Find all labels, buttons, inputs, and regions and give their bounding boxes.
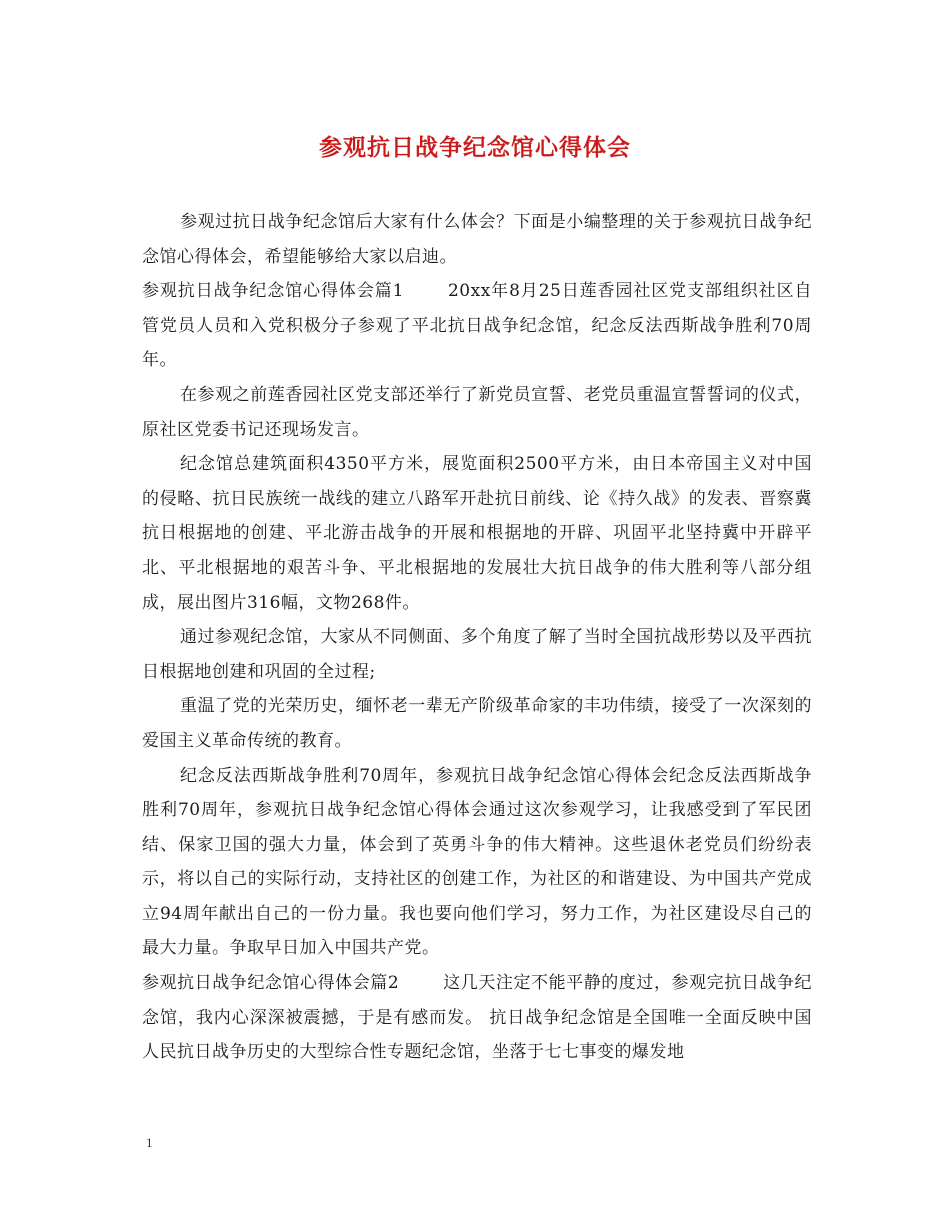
section-heading-2: 参观抗日战争纪念馆心得体会篇2 <box>142 973 400 994</box>
ceremony-paragraph: 在参观之前莲香园社区党支部还举行了新党员宣誓、老党员重温宣誓誓词的仪式，原社区党委书记还现场发言。 <box>142 384 812 440</box>
section-heading-1: 参观抗日战争纪念馆心得体会篇1 <box>142 281 404 302</box>
page-number: 1 <box>146 1135 153 1150</box>
intro-paragraph: 参观过抗日战争纪念馆后大家有什么体会？下面是小编整理的关于参观抗日战争纪念馆心得体会，希望能够给大家以启迪。 <box>142 212 812 267</box>
museum-description-paragraph: 纪念馆总建筑面积4350平方米，展览面积2500平方米，由日本帝国主义对中国的侵略、抗日民族统一战线的建立八路军开赴抗日前线、论《持久战》的发表、晋察冀抗日根据地的创建、平北游击战争的开展和根据地的开辟、巩固平北坚持冀中开辟平北、平北根据地的艰苦斗争、平北根据地的发展壮大抗日战争的伟大胜利等八部分组成，展出图片316幅，文物268件。 <box>142 454 812 613</box>
document-body <box>142 205 812 1070</box>
section-1-text: 20xx年8月25日莲香园社区党支部组织社区自管党员人员和入党积极分子参观了平北抗日战争纪念馆，纪念反法西斯战争胜利70周年。 <box>142 281 812 371</box>
section-1-paragraph <box>142 274 812 378</box>
commemoration-paragraph: 纪念反法西斯战争胜利70周年，参观抗日战争纪念馆心得体会纪念反法西斯战争胜利70周年，参观抗日战争纪念馆心得体会通过这次参观学习，让我感受到了军民团结、保家卫国的强大力量，体会到了英勇斗争的伟大精神。这些退休老党员们纷纷表示，将以自己的实际行动，支持社区的创建工作，为社区的和谐建设、为中国共产党成立94周年献出自己的一份力量。我也要向他们学习，努力工作，为社区建设尽自己的最大力量。争取早日加入中国共产党。 <box>142 765 812 959</box>
section-2-paragraph <box>142 966 812 1070</box>
document-title: 参观抗日战争纪念馆心得体会 <box>319 135 631 161</box>
section-2-text: 这几天注定不能平静的度过，参观完抗日战争纪念馆，我内心深深被震撼，于是有感而发。 抗日战争纪念馆是全国唯一全面反映中国人民抗日战争历史的大型综合性专题纪念馆，坐落于七七事变的爆发地 <box>142 973 812 1063</box>
history-review-paragraph: 重温了党的光荣历史，缅怀老一辈无产阶级革命家的丰功伟绩，接受了一次深刻的爱国主义革命传统的教育。 <box>142 696 812 751</box>
visit-learning-paragraph: 通过参观纪念馆，大家从不同侧面、多个角度了解了当时全国抗战形势以及平西抗日根据地创建和巩固的全过程; <box>142 627 812 682</box>
